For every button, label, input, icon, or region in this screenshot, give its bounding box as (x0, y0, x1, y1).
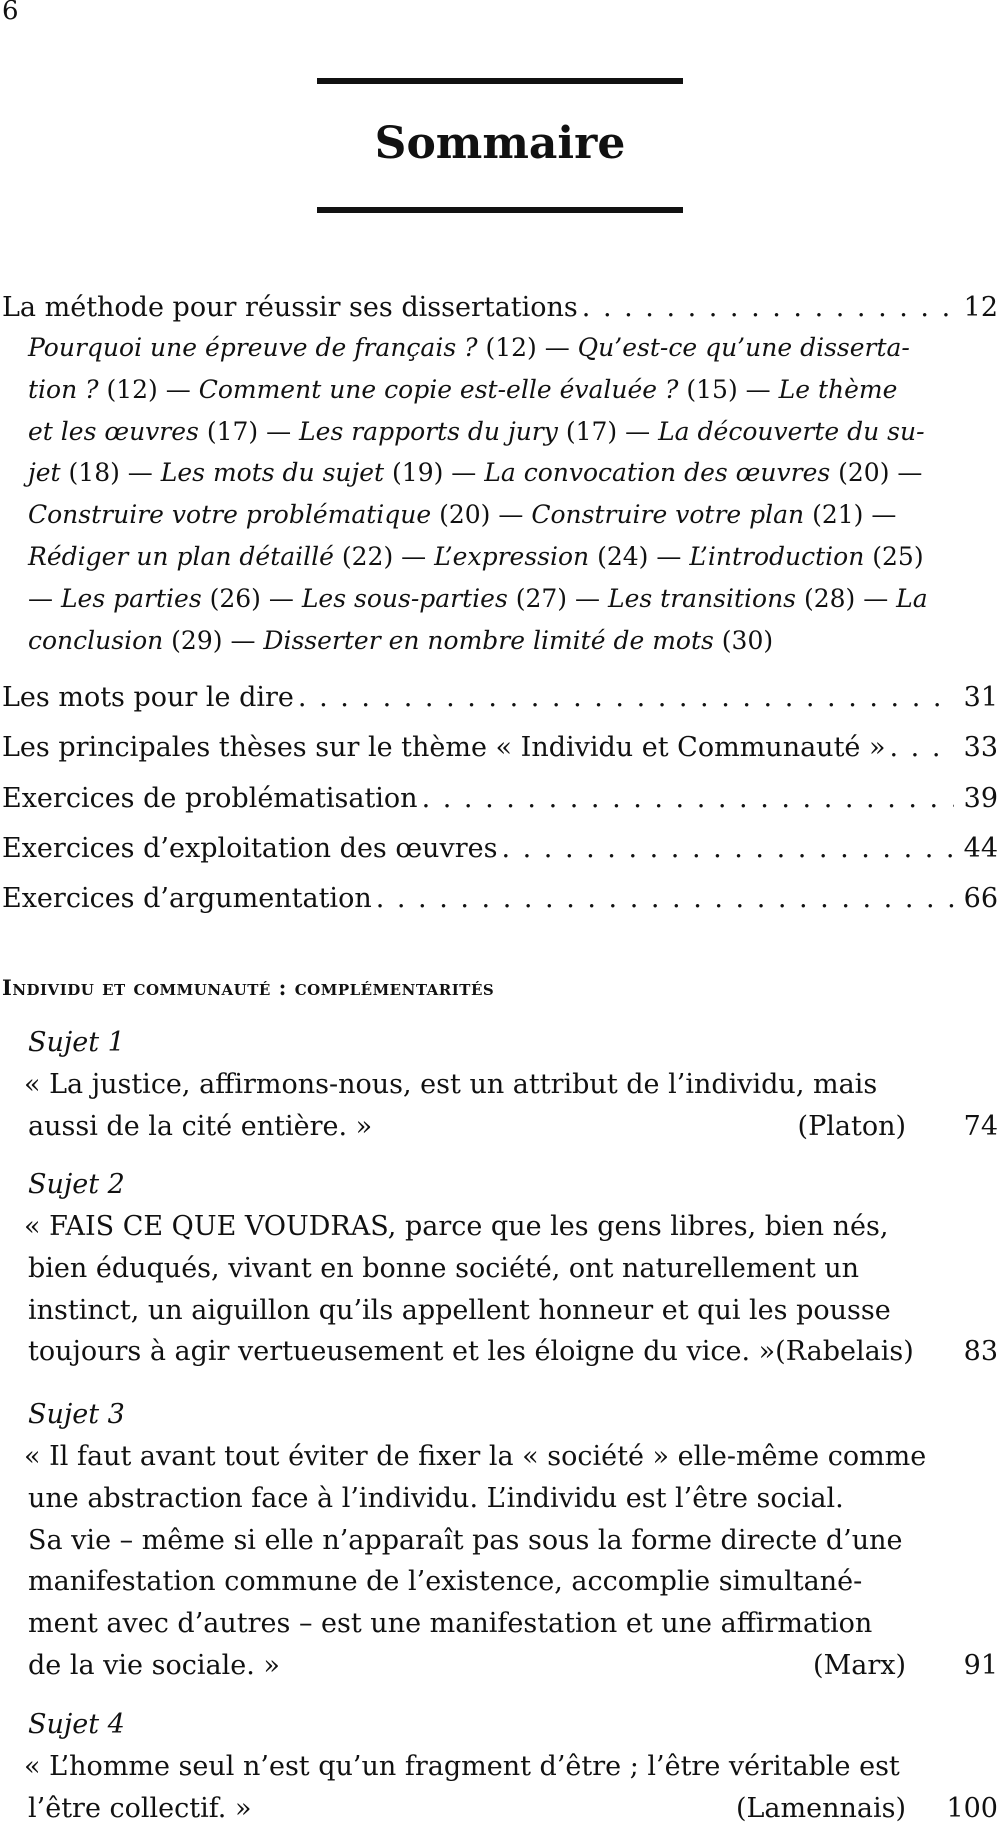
section-heading: Individu et communauté : complémentarités (2, 975, 495, 1000)
toc-entry-label: Les principales thèses sur le thème « Individu et Communauté » (2, 732, 886, 763)
sujet-label: Sujet 3 (28, 1399, 125, 1430)
toc-entry-page: 44 (963, 833, 998, 864)
method-sub-title[interactable]: Le thème (778, 374, 898, 404)
sujet-quote-line: « Il faut avant tout éviter de fixer la « société » elle-même comme (24, 1441, 927, 1472)
method-sub-page: (17) — (198, 416, 300, 446)
method-sub-page: (17) — (557, 416, 659, 446)
toc-entry-label: Exercices de problématisation (2, 783, 418, 814)
toc-entry-page: 39 (963, 783, 998, 814)
sujet-2[interactable] (24, 1164, 998, 1373)
sujet-last-row (28, 1331, 998, 1373)
toc-leader-dots (376, 879, 954, 919)
method-sub-title[interactable]: La découverte du su- (658, 416, 925, 446)
method-sub-title[interactable]: Les rapports du jury (299, 416, 558, 446)
toc-entry-page: 31 (963, 682, 998, 713)
method-sub-title[interactable]: tion ? (28, 374, 99, 404)
sujet-label: Sujet 4 (28, 1709, 125, 1740)
method-sub-page: (18) — (60, 458, 161, 488)
method-sub-title[interactable]: Pourquoi une épreuve de français ? (28, 333, 478, 362)
sujet-quote-line: de la vie sociale. » (28, 1649, 280, 1681)
sujet-quote-line: bien éduqués, vivant en bonne société, ont naturellement un (28, 1252, 860, 1284)
method-sub-title[interactable]: Qu’est-ce qu’une disserta- (577, 333, 910, 362)
method-sub-page: (12) — (98, 374, 199, 404)
sujet-quote-line: « L’homme seul n’est qu’un fragment d’être ; l’être véritable est (24, 1751, 900, 1782)
method-sub-title[interactable]: jet (28, 458, 61, 488)
page-number: 6 (2, 0, 19, 26)
sujet-quote-line: instinct, un aiguillon qu’ils appellent honneur et qui les pousse (28, 1294, 891, 1326)
method-sub-title[interactable]: Construire votre problématique (28, 500, 432, 530)
sujet-quote-line: ment avec d’autres – est une manifestation et une affirmation (28, 1608, 873, 1640)
title-rule-bottom (317, 207, 683, 213)
method-sub-title[interactable]: Les transitions (607, 583, 796, 613)
sujet-3[interactable] (24, 1394, 998, 1687)
method-sub-title[interactable]: Comment une copie est-elle évaluée ? (198, 374, 679, 404)
toc-entry-page: 66 (963, 883, 998, 914)
toc-entry-problematisation[interactable] (2, 779, 998, 819)
method-sub-page: (12) — (477, 333, 578, 362)
sujet-page: 74 (963, 1110, 998, 1142)
method-sub-line (28, 452, 923, 494)
toc-entry-page: 12 (963, 292, 998, 323)
method-subsections (28, 327, 928, 661)
toc-entry-label: Exercices d’exploitation des œuvres (2, 833, 498, 864)
sujet-author: (Marx) (813, 1649, 906, 1681)
sujet-page: 83 (963, 1336, 998, 1368)
toc-entry-label: La méthode pour réussir ses dissertations (2, 292, 578, 323)
method-sub-page: (19) — (384, 458, 485, 488)
toc-entry-label: Exercices d’argumentation (2, 883, 372, 914)
sujet-author: (Lamennais) (735, 1792, 906, 1824)
method-sub-page: (21) — (804, 500, 897, 530)
method-sub-page: (27) — (507, 583, 608, 613)
method-sub-title[interactable]: Disserter en nombre limité de mots (263, 625, 714, 655)
toc-entry-label: Les mots pour le dire (2, 682, 294, 713)
method-sub-page: (20) — (830, 458, 923, 488)
method-sub-page: (25) (864, 541, 924, 571)
title-rule-top (317, 78, 683, 84)
method-sub-page: (29) — (163, 625, 264, 655)
method-sub-line (28, 578, 928, 620)
sujet-last-row (28, 1788, 998, 1830)
sujet-page: 100 (946, 1792, 998, 1824)
sujet-quote-line: Sa vie – même si elle n’apparaît pas sous la forme directe d’une (28, 1524, 903, 1556)
method-sub-title[interactable]: et les œuvres (28, 416, 199, 446)
method-sub-page: (26) — (201, 583, 302, 613)
method-sub-title[interactable]: La (896, 583, 928, 613)
method-sub-page: (30) (713, 625, 774, 655)
method-sub-page: (28) — (796, 583, 897, 613)
method-sub-title[interactable]: Les mots du sujet (160, 458, 385, 488)
method-sub-line (28, 327, 908, 369)
toc-leader-dots (422, 779, 954, 819)
toc-entry-method[interactable] (2, 288, 998, 328)
method-sub-page: (20) — (431, 500, 532, 530)
sujet-quote-line: l’être collectif. » (28, 1792, 252, 1824)
method-sub-title[interactable]: L’introduction (689, 541, 865, 571)
method-sub-line (28, 494, 908, 536)
toc-leader-dots (298, 678, 954, 718)
method-sub-page: (24) — (589, 541, 690, 571)
method-sub-title[interactable]: Les sous-parties (301, 583, 508, 613)
sujet-quote-line: « FAIS CE QUE VOUDRAS, parce que les gens libres, bien nés, (24, 1211, 889, 1242)
method-sub-line (28, 536, 924, 578)
sujet-quote-line: manifestation commune de l’existence, accomplie simultané- (28, 1566, 863, 1598)
sujet-label: Sujet 2 (28, 1169, 125, 1200)
toc-leader-dots (890, 728, 954, 768)
sujet-author: (Rabelais) (775, 1336, 914, 1368)
toc-entry-mots[interactable] (2, 678, 998, 718)
toc-entry-page: 33 (963, 732, 998, 763)
method-sub-title[interactable]: La convocation des œuvres (484, 458, 831, 488)
sujet-author: (Platon) (797, 1110, 906, 1142)
sujet-quote-line: une abstraction face à l’individu. L’individu est l’être social. (28, 1482, 844, 1514)
sujet-quote-line: aussi de la cité entière. » (28, 1110, 373, 1142)
sujet-quote-line: « La justice, affirmons-nous, est un attribut de l’individu, mais (24, 1069, 878, 1100)
sujet-quote-line: toujours à agir vertueusement et les éloigne du vice. » (28, 1336, 776, 1368)
method-sub-page: (22) — (333, 541, 435, 571)
sujet-4[interactable] (24, 1704, 998, 1830)
sujet-last-row (28, 1106, 998, 1148)
toc-entry-theses[interactable] (2, 728, 998, 768)
method-sub-line (28, 369, 908, 411)
sujet-1[interactable] (24, 1022, 998, 1148)
sujet-last-row (28, 1645, 998, 1687)
toc-leader-dots (501, 829, 953, 869)
method-sub-title[interactable]: Construire votre plan (531, 500, 805, 530)
method-sub-title[interactable]: Les parties (60, 583, 202, 613)
method-sub-title[interactable]: conclusion (28, 625, 164, 655)
method-sub-title[interactable]: L’expression (434, 541, 590, 571)
method-sub-line (28, 411, 925, 453)
method-sub-title[interactable]: Rédiger un plan détaillé (28, 541, 334, 571)
method-sub-page: — (28, 583, 61, 613)
sujet-page: 91 (963, 1649, 998, 1681)
method-sub-line (28, 620, 908, 662)
method-sub-page: (15) — (678, 374, 779, 404)
toc-entry-exploitation[interactable] (2, 829, 998, 869)
sujet-label: Sujet 1 (28, 1027, 125, 1058)
toc-leader-dots (582, 288, 954, 328)
toc-entry-argumentation[interactable] (2, 879, 998, 919)
page-title: Sommaire (374, 118, 626, 169)
